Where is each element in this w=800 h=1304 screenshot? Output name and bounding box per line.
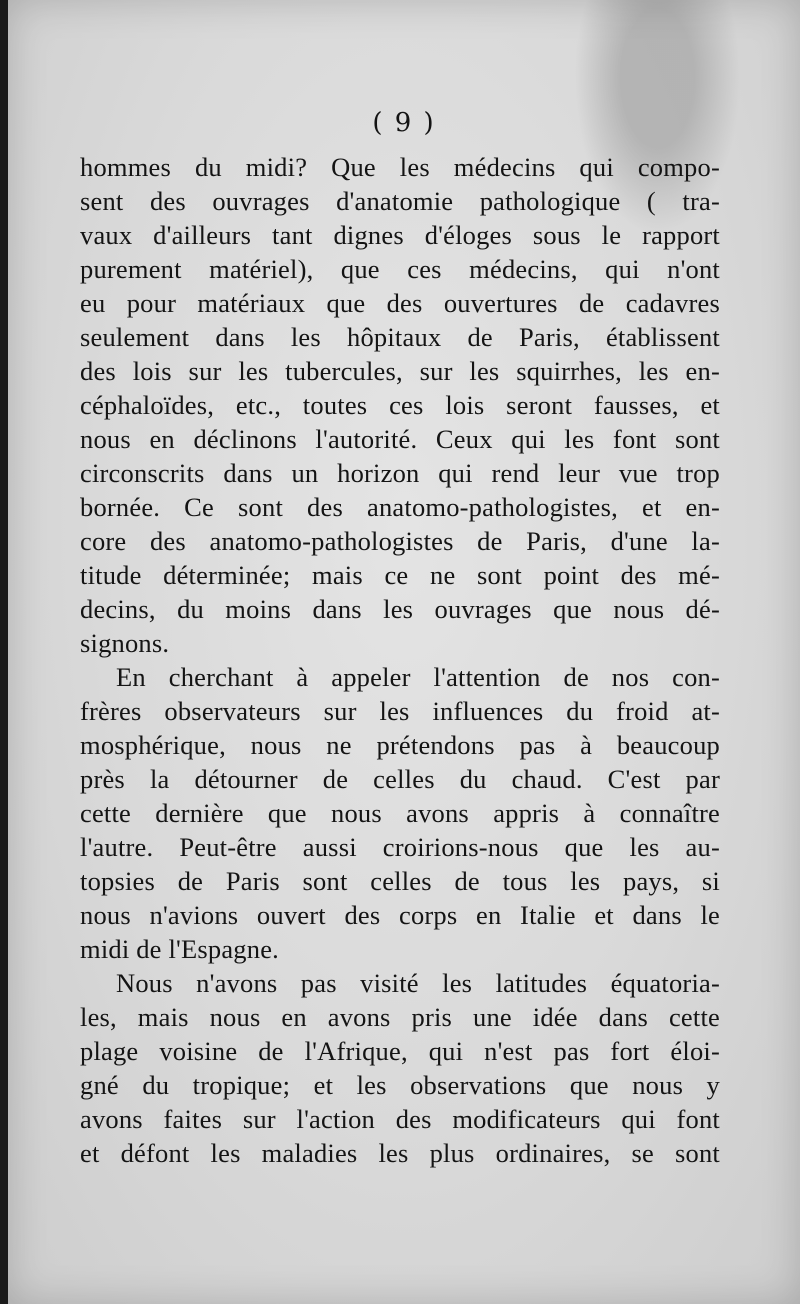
book-page — [8, 0, 800, 1304]
text-line: les, mais nous en avons pris une idée dans cette — [80, 1002, 720, 1032]
text-line: topsies de Paris sont celles de tous les pays, si — [80, 866, 720, 896]
text-line: plage voisine de l'Afrique, qui n'est pas fort éloi- — [80, 1036, 720, 1066]
body-text — [80, 150, 720, 1170]
text-line: midi de l'Espagne. — [80, 934, 279, 964]
text-line: gné du tropique; et les observations que nous y — [80, 1070, 720, 1100]
text-line: titude déterminée; mais ce ne sont point des mé- — [80, 560, 720, 590]
text-line: signons. — [80, 628, 170, 658]
text-line: decins, du moins dans les ouvrages que nous dé- — [80, 594, 720, 624]
text-line: cette dernière que nous avons appris à connaître — [80, 798, 720, 828]
text-line: l'autre. Peut-être aussi croirions-nous que les au- — [80, 832, 720, 862]
text-line: bornée. Ce sont des anatomo-pathologistes, et en- — [80, 492, 720, 522]
text-line: nous en déclinons l'autorité. Ceux qui les font sont — [80, 424, 720, 454]
text-line: céphaloïdes, etc., toutes ces lois seront fausses, et — [80, 390, 720, 420]
text-line: eu pour matériaux que des ouvertures de cadavres — [80, 288, 720, 318]
text-line: près la détourner de celles du chaud. C'est par — [80, 764, 720, 794]
text-line: sent des ouvrages d'anatomie pathologique ( tra- — [80, 186, 720, 216]
text-line: avons faites sur l'action des modificateurs qui font — [80, 1104, 720, 1134]
text-line: purement matériel), que ces médecins, qui n'ont — [80, 254, 720, 284]
page-number: ( 9 ) — [372, 108, 436, 138]
text-line: core des anatomo-pathologistes de Paris, d'une la- — [80, 526, 720, 556]
text-line: mosphérique, nous ne prétendons pas à beaucoup — [80, 730, 720, 760]
text-line: frères observateurs sur les influences du froid at- — [80, 696, 720, 726]
paragraph-first-line: Nous n'avons pas visité les latitudes équatoria- — [116, 968, 720, 998]
text-line: circonscrits dans un horizon qui rend leur vue trop — [80, 458, 720, 488]
text-line: des lois sur les tubercules, sur les squirrhes, les en- — [80, 356, 720, 386]
text-line: et défont les maladies les plus ordinaires, se sont — [80, 1138, 720, 1168]
text-line: vaux d'ailleurs tant dignes d'éloges sous le rapport — [80, 220, 720, 250]
text-line: hommes du midi? Que les médecins qui compo- — [80, 152, 720, 182]
paragraph-first-line: En cherchant à appeler l'attention de nos con- — [116, 662, 720, 692]
text-line: seulement dans les hôpitaux de Paris, établissent — [80, 322, 720, 352]
text-line: nous n'avions ouvert des corps en Italie et dans le — [80, 900, 720, 930]
